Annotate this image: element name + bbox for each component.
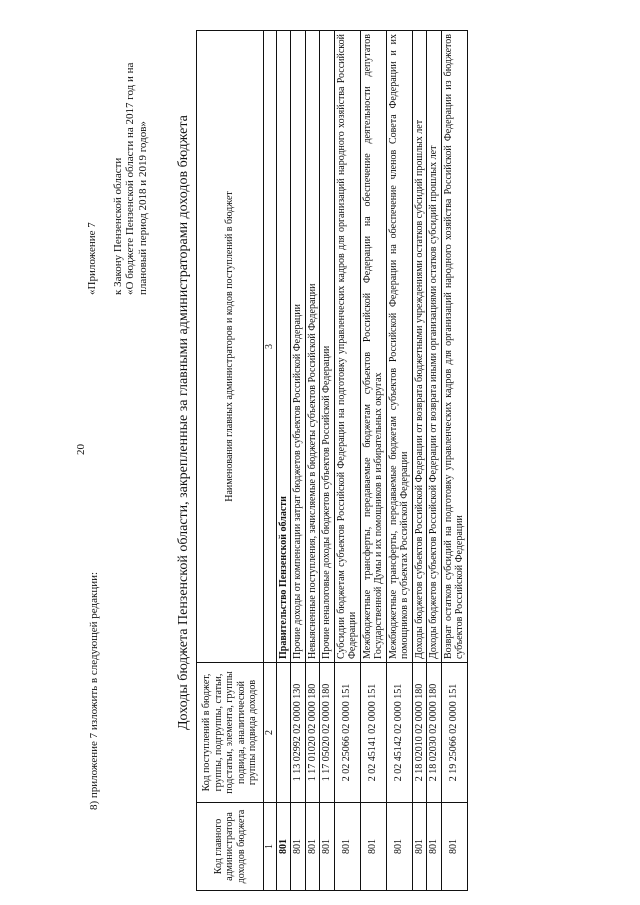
revenue-code: 1 17 05020 02 0000 180 bbox=[320, 663, 335, 803]
admin-code: 801 bbox=[334, 803, 360, 891]
admin-code: 801 bbox=[427, 803, 442, 891]
appendix-line: плановый период 2018 и 2019 годов» bbox=[136, 121, 149, 295]
column-header: Код главного администратора доходов бюджета bbox=[197, 803, 264, 891]
column-header: Наименования главных администраторов и кодов поступлений в бюджет bbox=[197, 31, 264, 663]
revenue-name: Субсидии бюджетам субъектов Российской Федерации на подготовку управленческих кадров для организаций народного хозяйства Российской Федерации bbox=[334, 31, 360, 663]
admin-code: 801 bbox=[386, 803, 412, 891]
revenue-name: Доходы бюджетов субъектов Российской Федерации от возврата иными организациями остатков субсидий прошлых лет bbox=[427, 31, 442, 663]
column-number: 2 bbox=[264, 663, 277, 803]
column-number: 1 bbox=[264, 803, 277, 891]
revenue-name: Возврат остатков субсидий на подготовку управленческих кадров для организаций народного хозяйства Российской Федерации из бюджетов субъектов Российской Федерации bbox=[441, 31, 467, 663]
revenue-name: Невыясненные поступления, зачисляемые в бюджеты субъектов Российской Федерации bbox=[305, 31, 320, 663]
column-header: Код поступлений в бюджет, группы, подгруппы, статьи, подстатьи, элемента, группы подвида, аналитической группы подвида доходов bbox=[197, 663, 264, 803]
intro-text: 8) приложение 7 изложить в следующей редакции: bbox=[88, 571, 100, 810]
revenue-name: Межбюджетные трансферты, передаваемые бюджетам субъектов Российской Федерации на обеспечение деятельности депутатов Государственной Думы и их помощников в избирательных округах bbox=[360, 31, 386, 663]
revenue-name: Доходы бюджетов субъектов Российской Федерации от возврата бюджетными учреждениями остатков субсидий прошлых лет bbox=[412, 31, 427, 663]
revenue-name: Прочие неналоговые доходы бюджетов субъектов Российской Федерации bbox=[320, 31, 335, 663]
revenue-code: 1 13 02992 02 0000 130 bbox=[291, 663, 306, 803]
revenue-code: 2 18 02030 02 0000 180 bbox=[427, 663, 442, 803]
appendix-reference bbox=[86, 0, 149, 295]
table-header-row bbox=[197, 31, 264, 891]
revenue-table bbox=[196, 30, 468, 891]
table-row bbox=[427, 31, 442, 891]
revenue-code: 1 17 01020 02 0000 180 bbox=[305, 663, 320, 803]
admin-code: 801 bbox=[441, 803, 467, 891]
revenue-code: 2 02 45141 02 0000 151 bbox=[360, 663, 386, 803]
admin-code: 801 bbox=[320, 803, 335, 891]
table-row bbox=[291, 31, 306, 891]
revenue-code bbox=[276, 663, 291, 803]
section-row bbox=[276, 31, 291, 891]
table-row bbox=[360, 31, 386, 891]
section-name: Правительство Пензенской области bbox=[276, 31, 291, 663]
column-number-row bbox=[264, 31, 277, 891]
admin-code: 801 bbox=[360, 803, 386, 891]
page-title: Доходы бюджета Пензенской области, закрепленные за главными администраторами доходов бюджета bbox=[176, 115, 191, 730]
admin-code: 801 bbox=[412, 803, 427, 891]
page-number: 20 bbox=[75, 444, 87, 455]
appendix-line: к Закону Пензенской области bbox=[111, 157, 124, 295]
table-row bbox=[412, 31, 427, 891]
revenue-code: 2 02 25066 02 0000 151 bbox=[334, 663, 360, 803]
table-row bbox=[320, 31, 335, 891]
table-row bbox=[386, 31, 412, 891]
admin-code: 801 bbox=[305, 803, 320, 891]
table-row bbox=[441, 31, 467, 891]
revenue-name: Прочие доходы от компенсации затрат бюджетов субъектов Российской Федерации bbox=[291, 31, 306, 663]
admin-code: 801 bbox=[276, 803, 291, 891]
table-row bbox=[334, 31, 360, 891]
revenue-name: Межбюджетные трансферты, передаваемые бюджетам субъектов Российской Федерации на обеспечение членов Совета Федерации и их помощников в субъектах Российской Федерации bbox=[386, 31, 412, 663]
revenue-code: 2 19 25066 02 0000 151 bbox=[441, 663, 467, 803]
admin-code: 801 bbox=[291, 803, 306, 891]
revenue-code: 2 02 45142 02 0000 151 bbox=[386, 663, 412, 803]
column-number: 3 bbox=[264, 31, 277, 663]
table-row bbox=[305, 31, 320, 891]
appendix-line: «О бюджете Пензенской области на 2017 год и на bbox=[124, 62, 136, 295]
appendix-heading: «Приложение 7 bbox=[86, 222, 98, 295]
revenue-code: 2 18 02010 02 0000 180 bbox=[412, 663, 427, 803]
